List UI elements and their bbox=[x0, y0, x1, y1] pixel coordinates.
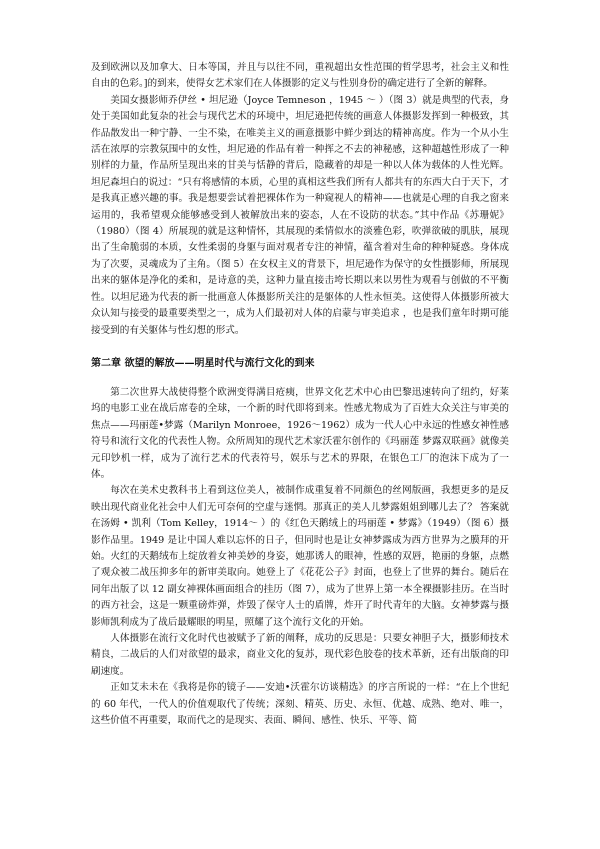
paragraph-ai-weiwei: 正如艾未未在《我将是你的镜子——安迪•沃霍尔访谈精选》的序言所说的一样：“在上个世纪的 60 年代，一代人的价值观取代了传统；深刻、精英、历史、永恒、优越、成熟、绝对、唯一，这些价值不再重要，取而代之的是现实、表面、瞬间、感性、快乐、平等、简 bbox=[91, 682, 509, 727]
paragraph-monroe: 每次在美术史教科书上看到这位美人，被制作成重复着不同颜色的丝网版画，我想更多的是反映出现代商业化社会中人们无可奈何的空虚与迷惘。那真正的美人儿梦露姐姐到哪儿去了？ 答案就在汤姆 • 凯利（Tom Kelley，1914～ ）的《红色天鹅绒上的玛丽莲 • 梦露》（1949）（图 6）摄影作品里。1949 是让中国人难以忘怀的日子，但同时也是让女神梦露成为西方世界为之膜拜的开始。火红的天鹅绒布上绽放着女神美妙的身姿，她那诱人的眼神，性感的双唇，艳丽的身躯，点燃了观众被二战压抑多年的新审美取向。她登上了《花花公子》封面，也登上了世界的舞台。随后在同年出版了以 12 副女神裸体画面组合的挂历（图 7），成为了世界上第一本全裸摄影挂历。在当时的西方社会，这是一颗重磅炸弹，炸毁了保守人士的盾牌，炸开了时代青年的大脑。女神梦露与摄影师凯利成为了战后最耀眼的明星，照耀了这个流行文化的开始。 bbox=[91, 485, 509, 628]
paragraph-continuation: 及到欧洲以及加拿大、日本等国，并且与以往不同，重视超出女性范围的哲学思考，社会主义和性自由的色彩。]的到来，使得女艺术家们在人体摄影的定义与性别身份的确定进行了全新的解释。 bbox=[91, 62, 509, 90]
paragraph-pop-culture: 人体摄影在流行文化时代也被赋予了新的阐释，成功的反思是：只要女神胆子大，摄影师技术精良，二战后的人们对欲望的最求，商业文化的复苏，现代彩色胶卷的技术革新，还有出版商的印刷速度。 bbox=[91, 633, 509, 677]
paragraph-tenneson: 美国女摄影师乔伊丝 • 坦尼逊（Joyce Temneson ，1945 ～ ）（图 3）就是典型的代表，身处于美国如此复杂的社会与现代艺术的环境中，坦尼逊把传统的画意人体摄影发挥到一种极致，其作品散发出一种宁静、一尘不染，在唯美主义的画意摄影中鲜少到达的精神高度。作为一个从小生活在浓厚的宗教氛围中的女性，坦尼逊的作品有着一种挥之不去的神秘感，这种超越性形成了一种别样的力量，作品所呈现出来的甘美与恬静的背后，隐藏着的却是一种以人体为载体的人性光辉。坦尼森坦白的说过：“只有将感情的本质，心里的真相这些我们所有人都共有的东西大白于天下，才是我真正感兴趣的事。我是想要尝试着把裸体作为一种窥视人的精神——也就是心理的自我之窗来运用的，我希望观众能够感受到人被解放出来的姿态，人在不设防的状态。”其中作品《苏珊妮》（1980）（图 4）所展现的就是这种情怀，其展现的柔情似水的淡雅色彩，吹弹欲破的肌肤，展现出了生命脆弱的本质，女性柔弱的身躯与面对观者专注的神情，蕴含着对生命的种种疑惑。身体成为了次要，灵魂成为了主角。（图 5）在女权主义的背景下，坦尼逊作为保守的女性摄影师，所展现出来的躯体是净化的柔和，是诗意的美，这种力量直接击垮长期以来以男性为观看与创做的不平衡性。以坦尼逊为代表的新一批画意人体摄影所关注的是躯体的人性永恒美。这使得人体摄影所被大众认知与接受的最重要类型之一，成为人们最初对人体的启蒙与审美追求 ，也是我们童年时期可能接受到的有关躯体与性幻想的形式。 bbox=[91, 94, 509, 336]
chapter-heading: 第二章 欲望的解放——明星时代与流行文化的到来 bbox=[91, 357, 315, 369]
document-page bbox=[91, 60, 509, 729]
paragraph-wwii: 第二次世界大战使得整个欧洲变得满目疮痍，世界文化艺术中心由巴黎迅速转向了纽约，好莱坞的电影工业在战后席卷的全球，一个新的时代即将到来。性感尤物成为了百姓大众关注与审美的焦点——玛丽莲•梦露（Marilyn Monroee，1926～1962）成为一代人心中永远的性感女神性感符号和流行文化的代表性人物。众所周知的现代艺术家沃霍尔创作的《玛丽莲 梦露双联画》就像美元印钞机一样，成为了流行艺术的代表符号，娱乐与艺术的界限，在银色工厂的泡沫下成为了一体。 bbox=[91, 386, 509, 480]
